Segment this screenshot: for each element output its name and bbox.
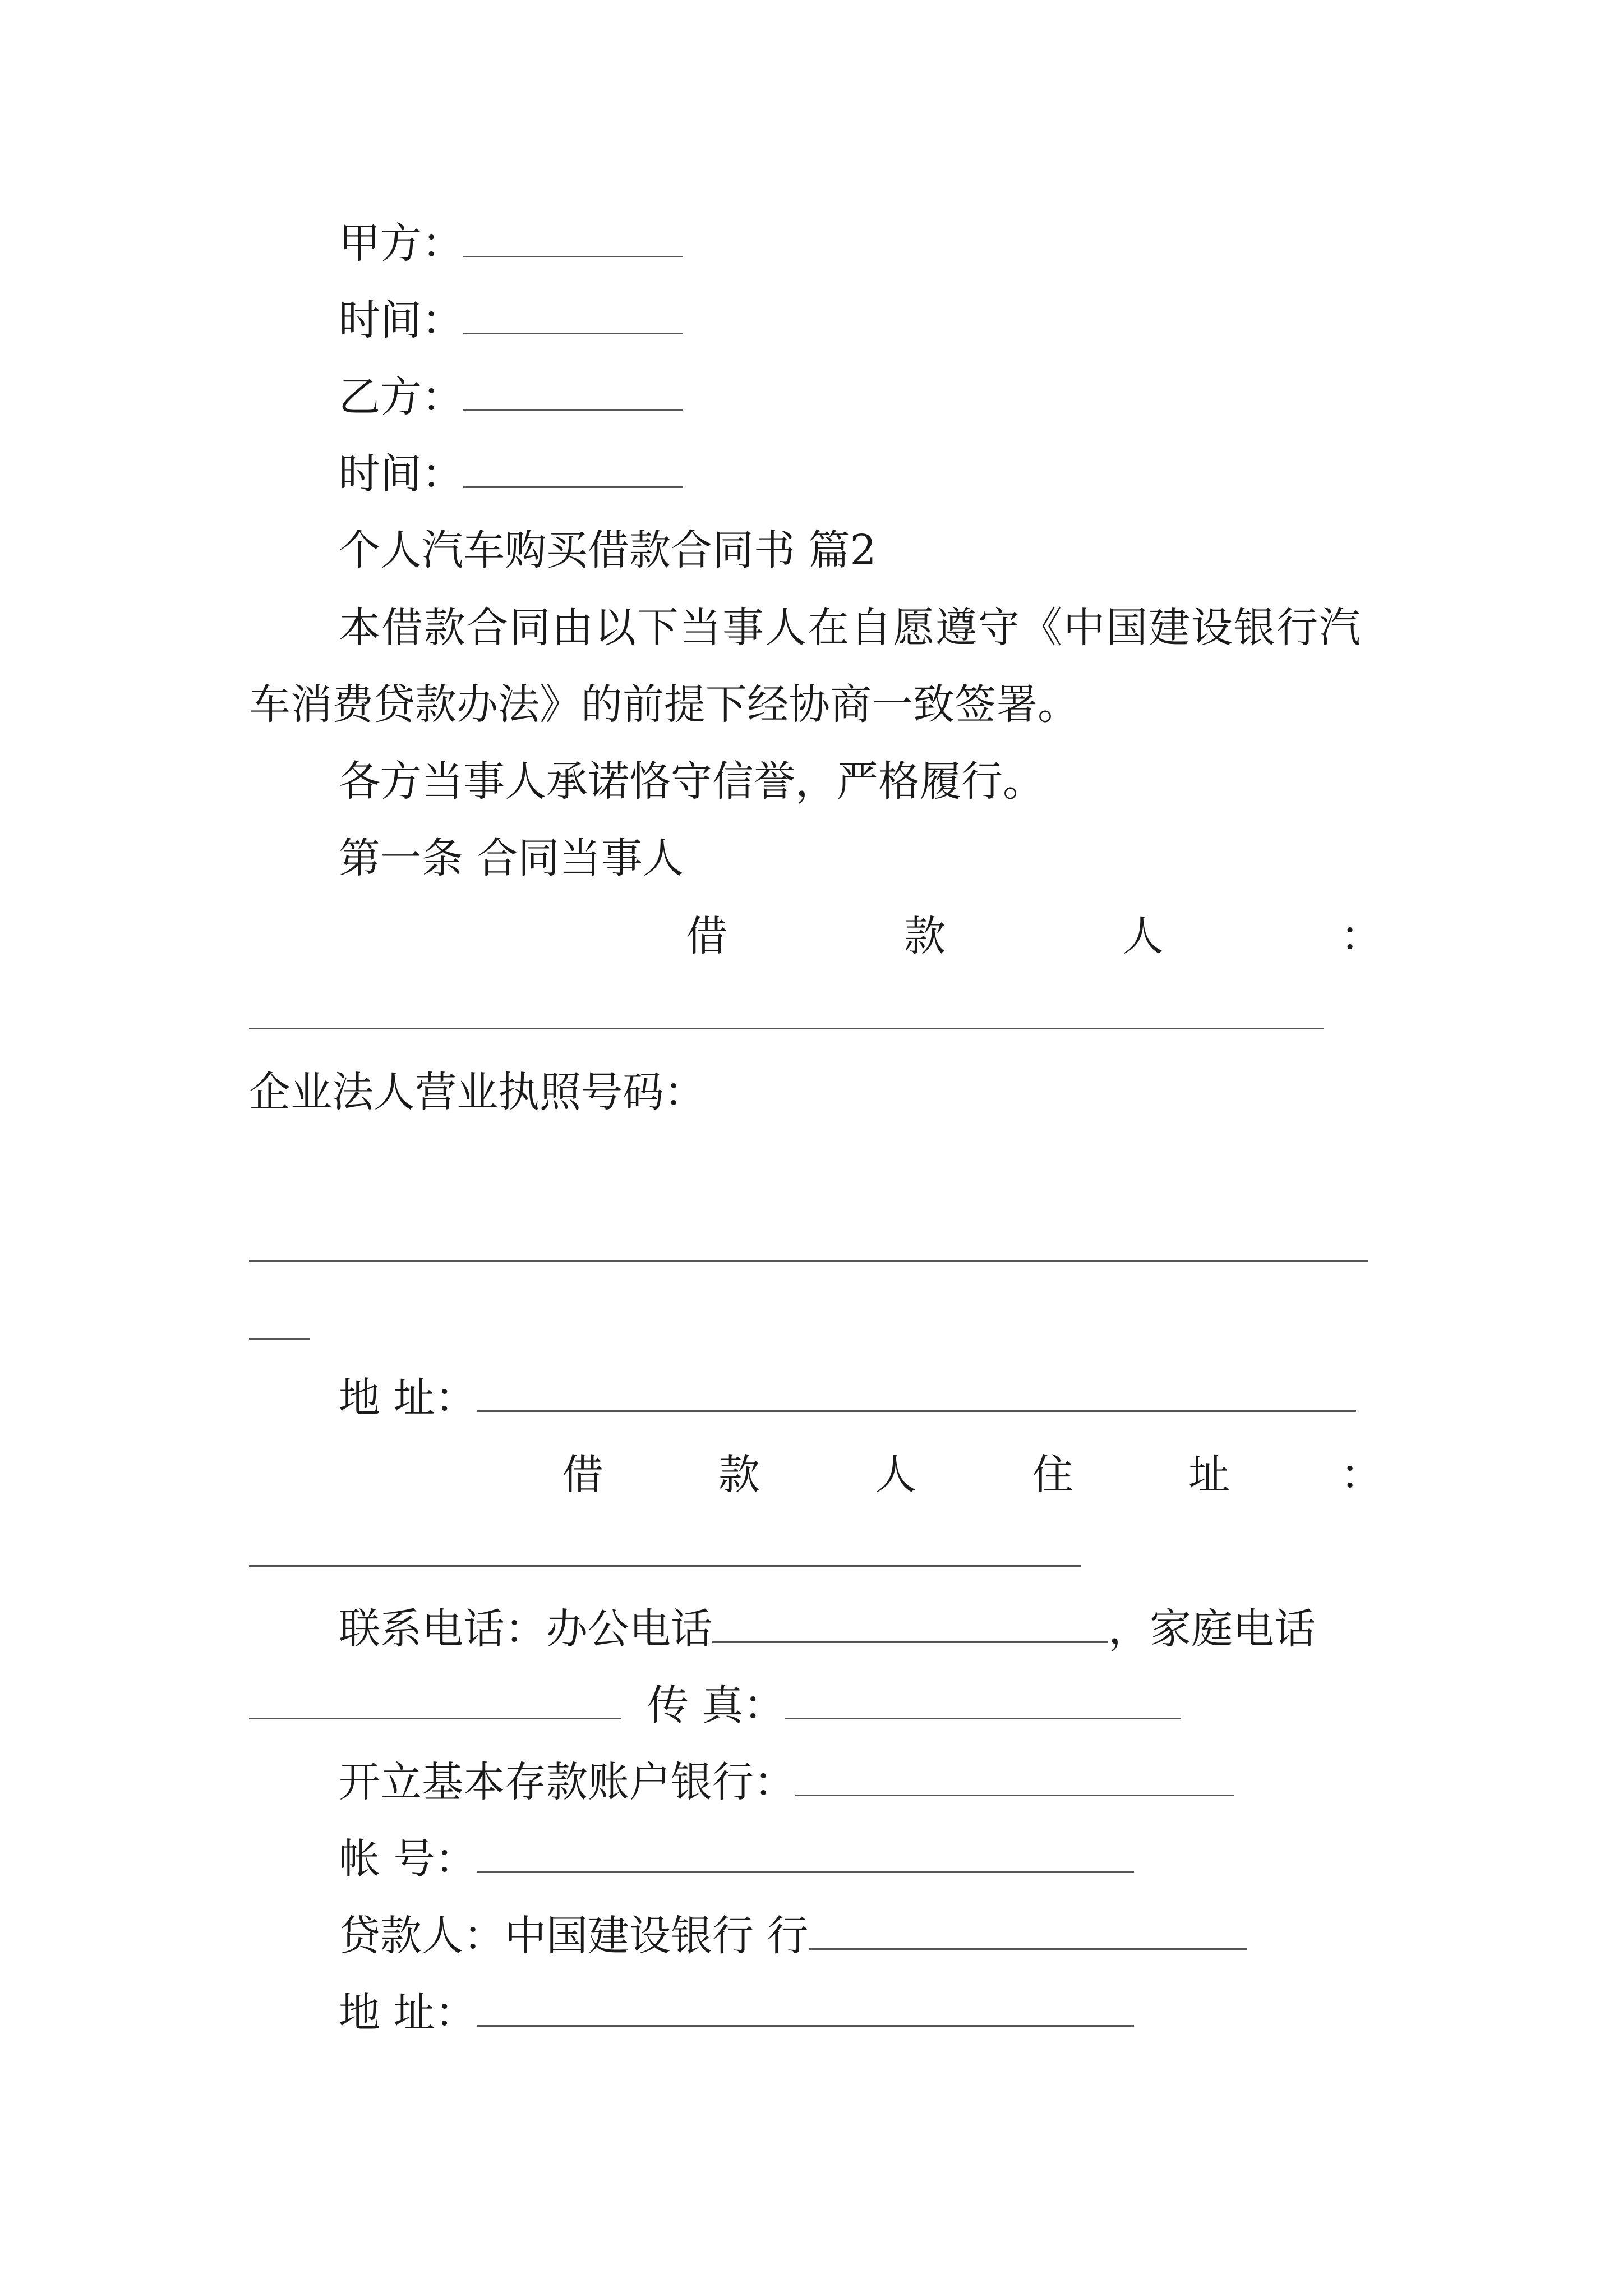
lender-line — [339, 1912, 1247, 1960]
time-line-2 — [339, 450, 683, 498]
lender-branch-blank — [809, 1915, 1247, 1950]
borrower-addr-char-2: 款 — [718, 1451, 760, 1499]
party-a-label: 甲方： — [339, 219, 463, 268]
business-license-blank-2 — [249, 1338, 310, 1340]
party-a-blank — [463, 222, 683, 257]
borrower-addr-char-5: 址 — [1188, 1451, 1230, 1499]
borrower-blank — [249, 1028, 1324, 1029]
borrower-addr-char-6: ： — [1340, 1451, 1382, 1499]
time-blank-1 — [463, 299, 683, 334]
paragraph-2: 各方当事人承诺恪守信誉，严格履行。 — [339, 757, 1044, 806]
borrower-addr-char-1: 借 — [562, 1451, 603, 1499]
home-phone-blank — [249, 1684, 621, 1719]
bank-account-line — [339, 1758, 1234, 1806]
borrower-char-4: ： — [1340, 912, 1382, 960]
account-no-line — [339, 1835, 1134, 1883]
lender-label: 贷款人：中国建设银行 行 — [339, 1912, 809, 1960]
address-line-1 — [339, 1374, 1356, 1422]
office-phone-blank — [712, 1608, 1108, 1643]
bank-account-blank — [795, 1761, 1234, 1796]
paragraph-1-line-2: 车消费贷款办法》的前提下经协商一致签署。 — [249, 680, 1079, 729]
phone-line — [339, 1605, 1316, 1653]
fax-blank — [785, 1684, 1181, 1719]
paragraph-1-line-1: 本借款合同由以下当事人在自愿遵守《中国建设银行汽 — [339, 604, 1362, 652]
party-b-line — [339, 373, 683, 421]
address-label-2: 地 址： — [339, 1989, 477, 2037]
address-line-2 — [339, 1989, 1134, 2037]
phone-label: 联系电话：办公电话 — [339, 1605, 712, 1653]
address-label-1: 地 址： — [339, 1374, 477, 1422]
borrower-char-2: 款 — [904, 912, 946, 960]
account-no-label: 帐 号： — [339, 1835, 477, 1883]
time-label-1: 时间： — [339, 296, 463, 344]
section-heading: 个人汽车购买借款合同书 篇2 — [339, 526, 877, 574]
party-b-blank — [463, 376, 683, 411]
party-b-label: 乙方： — [339, 373, 463, 421]
business-license-blank-1 — [249, 1260, 1368, 1262]
fax-label: 传 真： — [647, 1681, 785, 1729]
fax-line — [249, 1681, 1181, 1729]
borrower-address-blank — [249, 1565, 1081, 1567]
business-license-label: 企业法人营业执照号码： — [249, 1068, 706, 1116]
borrower-addr-char-3: 人 — [875, 1451, 916, 1499]
bank-account-label: 开立基本存款账户银行： — [339, 1758, 795, 1806]
address-blank-2 — [477, 1991, 1134, 2027]
time-line-1 — [339, 296, 683, 344]
borrower-addr-char-4: 住 — [1032, 1451, 1073, 1499]
home-phone-label: ，家庭电话 — [1108, 1605, 1316, 1653]
borrower-char-1: 借 — [686, 912, 727, 960]
time-label-2: 时间： — [339, 450, 463, 498]
time-blank-2 — [463, 453, 683, 488]
address-blank-1 — [477, 1377, 1356, 1412]
party-a-line — [339, 219, 683, 268]
borrower-char-3: 人 — [1122, 912, 1164, 960]
account-no-blank — [477, 1838, 1134, 1873]
article-1-title: 第一条 合同当事人 — [339, 834, 684, 882]
